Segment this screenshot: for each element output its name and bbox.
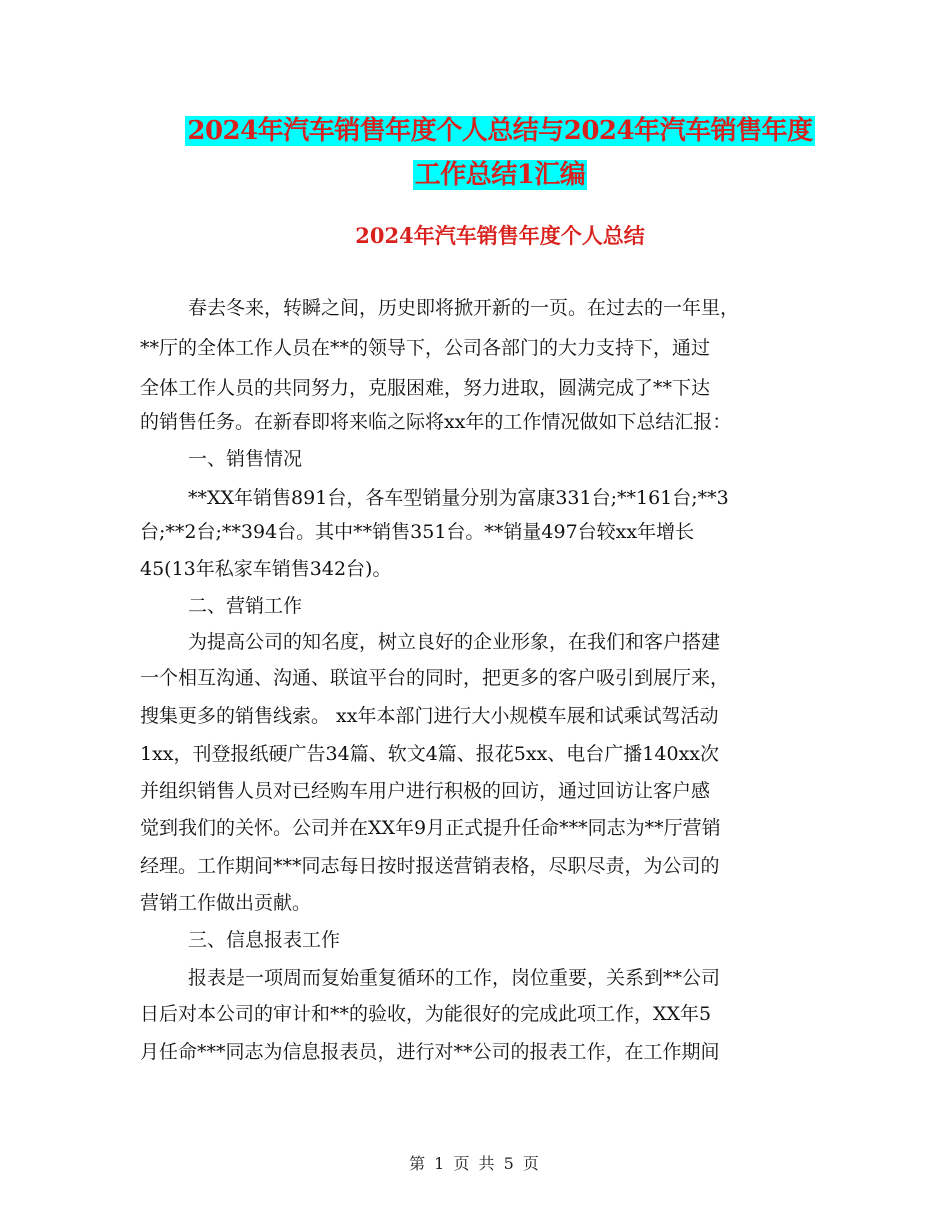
body-line: 日后对本公司的审计和**的验收，为能很好的完成此项工作，XX年5 bbox=[140, 1003, 712, 1025]
body-line: 营销工作做出贡献。 bbox=[140, 892, 312, 914]
document-title-line-2 bbox=[150, 152, 850, 198]
body-line: 觉到我们的关怀。公司并在XX年9月正式提升任命***同志为**厅营销 bbox=[140, 817, 721, 839]
body-line: 台;**2台;**394台。其中**销售351台。**销量497台较xx年增长 bbox=[140, 521, 695, 543]
body-line: 报表是一项周而复始重复循环的工作，岗位重要，关系到**公司 bbox=[188, 967, 721, 989]
body-line: 45(13年私家车销售342台)。 bbox=[140, 558, 392, 580]
body-line: 并组织销售人员对已经购车用户进行积极的回访，通过回访让客户感 bbox=[140, 780, 711, 802]
body-line: 搜集更多的销售线索。 xx年本部门进行大小规模车展和试乘试驾活动 bbox=[140, 705, 719, 727]
body-line: 1xx，刊登报纸硬广告34篇、软文4篇、报花5xx、电台广播140xx次 bbox=[140, 743, 720, 765]
body-line: 一个相互沟通、沟通、联谊平台的同时，把更多的客户吸引到展厅来， bbox=[140, 667, 730, 689]
subheading-sales: 一、销售情况 bbox=[188, 448, 303, 470]
body-line: **厅的全体工作人员在**的领导下，公司各部门的大力支持下，通过 bbox=[140, 337, 711, 359]
body-line: 经理。工作期间***同志每日按时报送营销表格，尽职尽责，为公司的 bbox=[140, 855, 720, 877]
page-number-footer: 第 1 页 共 5 页 bbox=[409, 1154, 541, 1173]
body-line: 的销售任务。在新春即将来临之际将xx年的工作情况做如下总结汇报： bbox=[140, 411, 732, 433]
document-title-line-1 bbox=[150, 108, 850, 154]
section-title: 2024年汽车销售年度个人总结 bbox=[355, 223, 645, 248]
title-highlight-2: 工作总结1汇编 bbox=[414, 160, 586, 190]
body-line: 月任命***同志为信息报表员，进行对**公司的报表工作，在工作期间 bbox=[140, 1041, 720, 1063]
subheading-marketing: 二、营销工作 bbox=[188, 595, 303, 617]
body-line: **XX年销售891台，各车型销量分别为富康331台;**161台;**3 bbox=[188, 487, 729, 509]
subheading-reports: 三、信息报表工作 bbox=[188, 929, 341, 951]
body-line: 春去冬来，转瞬之间，历史即将掀开新的一页。在过去的一年里， bbox=[188, 297, 740, 319]
body-line: 为提高公司的知名度，树立良好的企业形象，在我们和客户搭建 bbox=[188, 631, 721, 653]
title-highlight-1: 2024年汽车销售年度个人总结与2024年汽车销售年度 bbox=[187, 116, 813, 146]
body-line: 全体工作人员的共同努力，克服困难，努力进取，圆满完成了**下达 bbox=[140, 377, 711, 399]
